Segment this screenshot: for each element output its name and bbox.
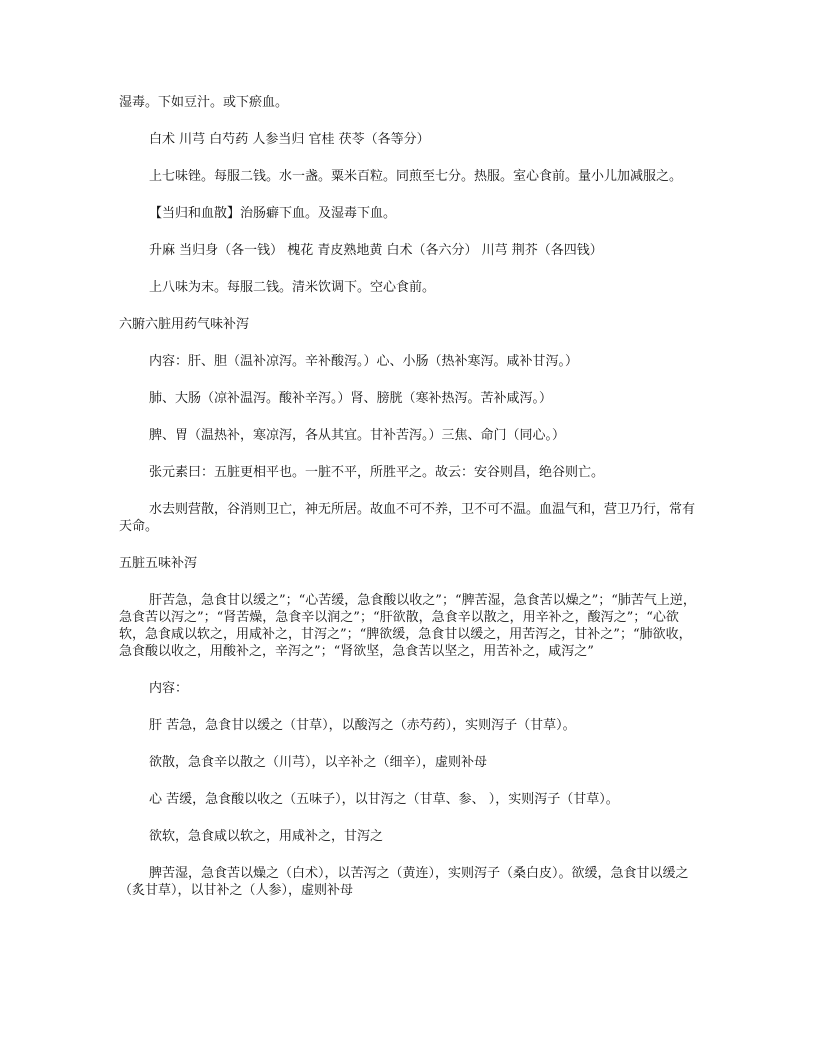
text-paragraph: 上八味为末。每服二钱。清米饮调下。空心食前。 xyxy=(149,280,436,295)
text-paragraph: 肺、大肠（凉补温泻。酸补辛泻。）肾、膀胱（寒补热泻。苦补咸泻。） xyxy=(149,391,553,406)
text-paragraph: 上七味锉。每服二钱。水一盏。粟米百粒。同煎至七分。热服。室心食前。量小儿加减服之。 xyxy=(149,169,683,184)
text-paragraph: 湿毒。下如豆汁。或下瘀血。 xyxy=(119,95,289,110)
text-paragraph: 内容： xyxy=(149,681,189,696)
section-heading: 六腑六脏用药气味补泻 xyxy=(119,317,250,332)
formula-ingredients: 白术 川芎 白芍药 人参当归 官桂 茯苓（各等分） xyxy=(149,132,430,147)
text-paragraph: 脾、胃（温热补，寒凉泻，各从其宜。甘补苦泻。）三焦、命门（同心。） xyxy=(149,428,566,443)
text-paragraph: 欲散，急食辛以散之（川芎），以辛补之（细辛），虚则补母 xyxy=(149,755,488,770)
text-paragraph: 肝苦急，急食甘以缓之”；“心苦缓，急食酸以收之”；“脾苦湿，急食苦以燥之”；“肺苦气上逆，急食苦以泻之”；“肾苦燥，急食辛以润之”；“肝欲散，急食辛以散之，用辛补之，酸泻之”；“心欲软，急食咸以软之，用咸补之，甘泻之”；“脾欲缓，急食甘以缓之，用苦泻之，甘补之”；“肺欲收，急食酸以收之，用酸补之，辛泻之”；“肾欲坚，急食苦以坚之，用苦补之，咸泻之” xyxy=(119,593,696,659)
formula-title: 【当归和血散】治肠癖下血。及湿毒下血。 xyxy=(149,206,397,221)
text-paragraph: 水去则营散，谷消则卫亡，神无所居。故血不可不养，卫不可不温。血温气和，营卫乃行，常有天命。 xyxy=(119,502,696,534)
text-paragraph: 内容：肝、胆（温补凉泻。辛补酸泻。）心、小肠（热补寒泻。咸补甘泻。） xyxy=(149,354,579,369)
text-paragraph: 欲软，急食咸以软之，用咸补之，甘泻之 xyxy=(149,829,384,844)
text-paragraph: 肝 苦急，急食甘以缓之（甘草），以酸泻之（赤芍药），实则泻子（甘草）。 xyxy=(149,718,576,733)
text-paragraph: 张元素曰：五脏更相平也。一脏不平，所胜平之。故云：安谷则昌，绝谷则亡。 xyxy=(149,465,605,480)
text-paragraph: 脾苦湿，急食苦以燥之（白术），以苦泻之（黄连），实则泻子（桑白皮）。欲缓，急食甘以缓之（炙甘草），以甘补之（人参），虚则补母 xyxy=(119,866,689,898)
document-page xyxy=(119,94,701,919)
formula-ingredients: 升麻 当归身（各一钱） 槐花 青皮熟地黄 白术（各六分） 川芎 荆芥（各四钱） xyxy=(149,243,603,258)
text-paragraph: 心 苦缓，急食酸以收之（五味子），以甘泻之（甘草、参、 ），实则泻子（甘草）。 xyxy=(149,792,619,807)
section-heading: 五脏五味补泻 xyxy=(119,556,198,571)
